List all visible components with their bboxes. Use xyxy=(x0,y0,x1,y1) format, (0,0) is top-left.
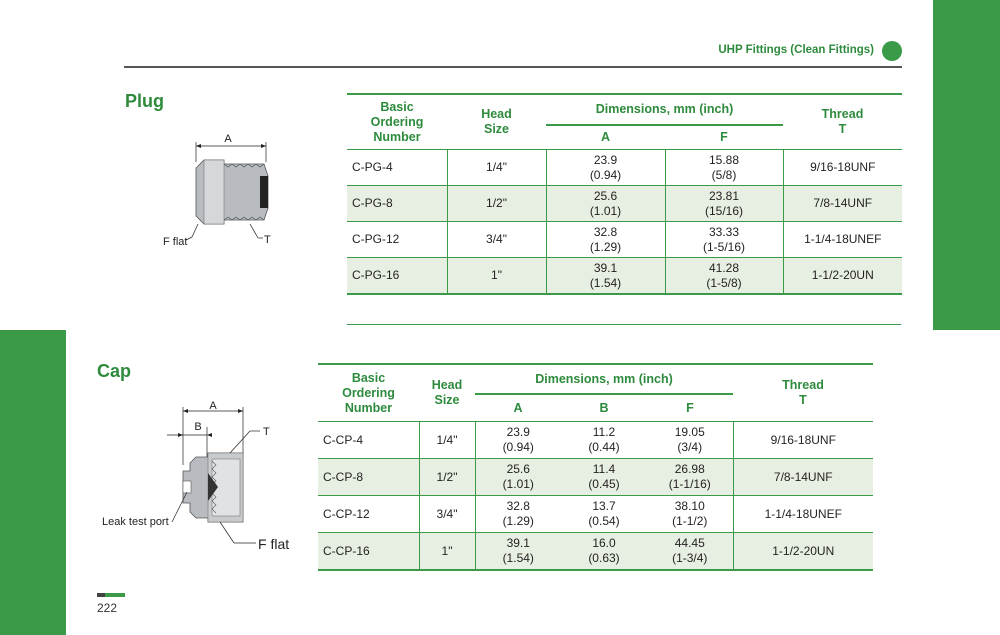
cap-section-title: Cap xyxy=(97,361,132,381)
plug-header-a: A xyxy=(546,125,665,149)
plug-cell-f xyxy=(665,222,783,258)
cap-cell-code-value: C-CP-12 xyxy=(323,506,370,521)
plug-cell-a-value: (1.54) xyxy=(589,275,622,290)
cap-header-f: F xyxy=(647,394,733,422)
plug-cell-f-value: 23.81 xyxy=(708,188,740,203)
plug-cell-code xyxy=(347,150,447,186)
cap-cell-b-value: (0.44) xyxy=(588,440,620,454)
plug-cell-a-value: 23.9 xyxy=(593,152,618,167)
plug-header-dimensions: Dimensions, mm (inch) xyxy=(546,94,783,125)
page-header-title: UHP Fittings (Clean Fittings) xyxy=(718,44,874,56)
table-row xyxy=(347,258,902,295)
plug-cell-a-value: (1.01) xyxy=(589,203,622,218)
cap-cell-head-value: 1/2" xyxy=(436,469,458,484)
cap-label-a: A xyxy=(209,400,217,412)
plug-cell-code xyxy=(347,258,447,295)
plug-cell-head xyxy=(447,222,546,258)
cap-cell-b xyxy=(561,533,647,571)
cap-cell-thread-value: 1-1/4-18UNEF xyxy=(764,506,842,521)
plug-cell-thread-value: 1-1/2-20UN xyxy=(811,268,874,282)
cap-cell-f-value: 26.98 xyxy=(674,462,705,476)
plug-cell-a-value: 25.6 xyxy=(593,188,618,203)
cap-cell-a-value: 32.8 xyxy=(506,499,530,513)
plug-cell-a-value: 39.1 xyxy=(593,260,618,275)
plug-cell-code-value: C-PG-4 xyxy=(352,160,393,174)
table-row xyxy=(318,496,873,533)
table-row xyxy=(318,459,873,496)
plug-cell-a xyxy=(546,150,665,186)
cap-cell-a xyxy=(475,459,561,496)
cap-header-thread: Thread T xyxy=(733,364,873,422)
plug-section-title: Plug xyxy=(125,91,164,111)
plug-cell-code xyxy=(347,222,447,258)
cap-cell-b-value: (0.63) xyxy=(588,551,620,565)
plug-cell-f-value: (1-5/16) xyxy=(702,239,746,254)
right-green-band xyxy=(933,0,1000,330)
header-rule xyxy=(124,66,902,68)
plug-label-f-flat: F flat xyxy=(163,236,188,248)
cap-cell-f-value: 44.45 xyxy=(674,536,705,550)
cap-cell-thread xyxy=(733,496,873,533)
cap-cell-f-value: (3/4) xyxy=(677,440,703,454)
cap-cell-f xyxy=(647,533,733,571)
cap-cell-code-value: C-CP-16 xyxy=(323,543,370,558)
plug-cell-head-value: 1/2" xyxy=(486,196,507,210)
plug-cell-f-value: 33.33 xyxy=(708,224,740,239)
cap-cell-thread-value: 9/16-18UNF xyxy=(770,432,836,447)
header-dot-icon xyxy=(882,41,902,61)
plug-cell-thread xyxy=(783,222,902,258)
cap-cell-f-value: (1-1/16) xyxy=(668,477,711,491)
page-number: 222 xyxy=(97,601,118,615)
cap-label-f-flat: F flat xyxy=(258,536,290,552)
cap-cell-head-value: 3/4" xyxy=(436,506,458,521)
plug-cell-head-value: 1/4" xyxy=(486,160,507,174)
table-row xyxy=(318,533,873,571)
cap-header-basic: Basic Ordering Number xyxy=(318,364,419,422)
table-row xyxy=(347,222,902,258)
plug-cell-f-value: (15/16) xyxy=(704,203,744,218)
cap-cell-code xyxy=(318,533,419,571)
cap-cell-f xyxy=(647,496,733,533)
cap-cell-a-value: (1.54) xyxy=(502,551,534,565)
cap-cell-head xyxy=(419,533,475,571)
plug-cell-thread-value: 9/16-18UNF xyxy=(810,160,876,174)
cap-cell-thread xyxy=(733,459,873,496)
cap-cell-b xyxy=(561,422,647,459)
plug-cell-head xyxy=(447,186,546,222)
plug-table xyxy=(347,93,902,295)
table-row xyxy=(347,150,902,186)
cap-cell-a-value: 39.1 xyxy=(506,536,530,550)
cap-cell-head-value: 1" xyxy=(441,543,453,558)
cap-cell-head xyxy=(419,496,475,533)
cap-cell-code-value: C-CP-4 xyxy=(323,432,364,447)
plug-cell-a-value: (0.94) xyxy=(589,167,622,182)
cap-label-leak: Leak test port xyxy=(102,516,169,528)
cap-header-head-size: Head Size xyxy=(419,364,475,422)
cap-cell-f-value: 19.05 xyxy=(674,425,705,439)
cap-cell-a-value: (1.01) xyxy=(502,477,534,491)
cap-cell-head-value: 1/4" xyxy=(436,432,458,447)
page-mark xyxy=(97,593,125,597)
cap-cell-thread-value: 7/8-14UNF xyxy=(773,469,833,484)
plug-header-basic: Basic Ordering Number xyxy=(347,94,447,150)
plug-header-f: F xyxy=(665,125,783,149)
plug-cell-head-value: 1" xyxy=(491,268,502,282)
cap-cell-f xyxy=(647,422,733,459)
cap-label-b: B xyxy=(194,421,202,433)
plug-diagram xyxy=(160,128,290,253)
cap-cell-f xyxy=(647,459,733,496)
cap-cell-code xyxy=(318,459,419,496)
plug-cell-f xyxy=(665,258,783,295)
plug-cell-f xyxy=(665,150,783,186)
plug-cell-f xyxy=(665,186,783,222)
left-green-band xyxy=(0,330,66,635)
plug-bottom-rule xyxy=(347,324,901,325)
plug-cell-code-value: C-PG-16 xyxy=(352,268,400,282)
cap-cell-code xyxy=(318,422,419,459)
cap-cell-b-value: (0.45) xyxy=(588,477,620,491)
cap-cell-b-value: (0.54) xyxy=(588,514,620,528)
cap-cell-thread-value: 1-1/2-20UN xyxy=(772,543,835,558)
plug-cell-code xyxy=(347,186,447,222)
plug-cell-f-value: 15.88 xyxy=(708,152,740,167)
cap-cell-a-value: (1.29) xyxy=(502,514,534,528)
cap-cell-a xyxy=(475,422,561,459)
plug-cell-thread xyxy=(783,258,902,295)
cap-cell-a xyxy=(475,496,561,533)
plug-cell-head-value: 3/4" xyxy=(486,232,507,246)
table-row xyxy=(318,422,873,459)
cap-cell-head xyxy=(419,459,475,496)
cap-cell-a xyxy=(475,533,561,571)
cap-cell-b-value: 11.2 xyxy=(592,425,616,439)
plug-label-t: T xyxy=(264,234,271,246)
cap-cell-f-value: (1-1/2) xyxy=(672,514,708,528)
plug-header-head-size: Head Size xyxy=(447,94,546,150)
plug-cell-a xyxy=(546,222,665,258)
plug-cell-code-value: C-PG-12 xyxy=(352,232,400,246)
plug-cell-thread xyxy=(783,186,902,222)
cap-label-t: T xyxy=(263,426,270,438)
cap-cell-thread xyxy=(733,422,873,459)
cap-cell-b xyxy=(561,459,647,496)
cap-cell-b xyxy=(561,496,647,533)
plug-cell-head xyxy=(447,258,546,295)
plug-cell-code-value: C-PG-8 xyxy=(352,196,393,210)
cap-cell-code xyxy=(318,496,419,533)
plug-cell-f-value: (5/8) xyxy=(711,167,737,182)
cap-cell-thread xyxy=(733,533,873,571)
plug-header-thread: Thread T xyxy=(783,94,902,150)
cap-header-a: A xyxy=(475,394,561,422)
plug-cell-f-value: 41.28 xyxy=(708,260,740,275)
plug-cell-a-value: 32.8 xyxy=(593,224,618,239)
plug-cell-thread xyxy=(783,150,902,186)
table-row xyxy=(347,186,902,222)
cap-cell-b-value: 11.4 xyxy=(592,462,616,476)
plug-cell-f-value: (1-5/8) xyxy=(706,275,742,290)
cap-cell-b-value: 13.7 xyxy=(592,499,616,513)
cap-cell-a-value: 25.6 xyxy=(506,462,530,476)
plug-cell-head xyxy=(447,150,546,186)
cap-cell-f-value: (1-3/4) xyxy=(672,551,708,565)
cap-header-dimensions: Dimensions, mm (inch) xyxy=(475,364,733,394)
cap-table xyxy=(318,363,873,571)
cap-cell-a-value: 23.9 xyxy=(506,425,530,439)
cap-cell-b-value: 16.0 xyxy=(592,536,616,550)
cap-header-b: B xyxy=(561,394,647,422)
cap-cell-head xyxy=(419,422,475,459)
plug-label-a: A xyxy=(224,133,232,145)
plug-cell-a-value: (1.29) xyxy=(589,239,622,254)
cap-diagram xyxy=(100,397,310,562)
cap-cell-code-value: C-CP-8 xyxy=(323,469,364,484)
cap-cell-a-value: (0.94) xyxy=(502,440,534,454)
plug-cell-a xyxy=(546,258,665,295)
plug-cell-thread-value: 7/8-14UNF xyxy=(813,196,873,210)
cap-cell-f-value: 38.10 xyxy=(674,499,705,513)
plug-cell-a xyxy=(546,186,665,222)
plug-cell-thread-value: 1-1/4-18UNEF xyxy=(804,232,882,246)
